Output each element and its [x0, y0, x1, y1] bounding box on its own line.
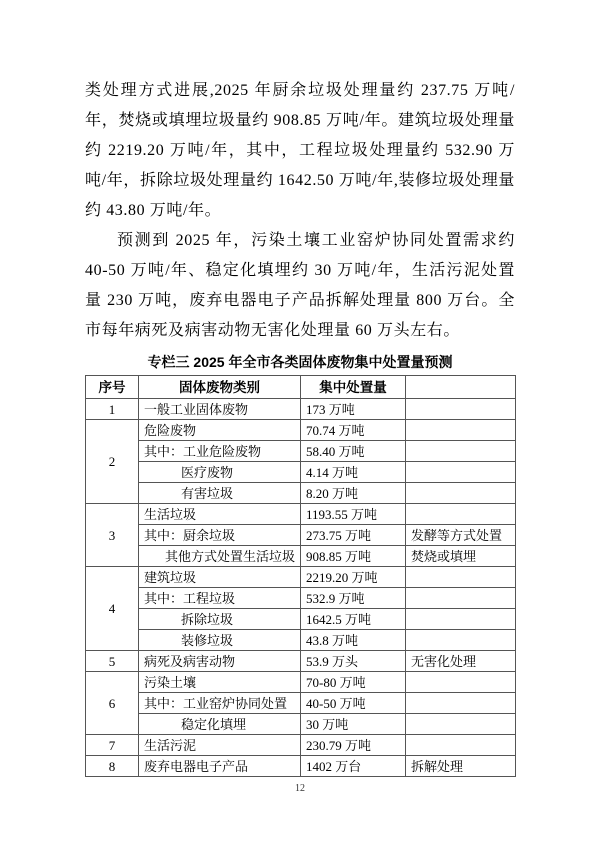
category-cell: 医疗废物: [139, 462, 301, 483]
amount-cell: 173 万吨: [301, 399, 406, 420]
table-row: [86, 567, 516, 588]
table-row: [86, 735, 516, 756]
disposal-forecast-table: [85, 375, 516, 777]
table-row: [86, 651, 516, 672]
category-cell: 污染土壤: [139, 672, 301, 693]
serial-cell: 1: [86, 399, 139, 420]
table-row: [86, 609, 516, 630]
body-paragraph-2: 预测到 2025 年，污染土壤工业窑炉协同处置需求约 40-50 万吨/年、稳定化填埋约 30 万吨/年，生活污泥处置量 230 万吨，废弃电器电子产品拆解处理量 800 万台。全市每年病死及病害动物无害化处理量 60 万头左右。: [85, 232, 515, 339]
serial-cell: 3: [86, 504, 139, 567]
category-cell: 生活污泥: [139, 735, 301, 756]
category-cell: 其他方式处置生活垃圾: [139, 546, 301, 567]
category-cell: 生活垃圾: [139, 504, 301, 525]
category-cell: 其中：工业危险废物: [139, 441, 301, 462]
category-cell: 危险废物: [139, 420, 301, 441]
note-cell: [406, 420, 516, 441]
table-row: [86, 399, 516, 420]
category-cell: 有害垃圾: [139, 483, 301, 504]
category-cell: 病死及病害动物: [139, 651, 301, 672]
table-row: [86, 714, 516, 735]
category-cell: 装修垃圾: [139, 630, 301, 651]
amount-cell: 30 万吨: [301, 714, 406, 735]
note-cell: [406, 735, 516, 756]
note-cell: [406, 399, 516, 420]
table-row: [86, 441, 516, 462]
page-content: [85, 76, 515, 777]
table-row: [86, 756, 516, 777]
note-cell: [406, 630, 516, 651]
category-cell: 一般工业固体废物: [139, 399, 301, 420]
amount-cell: 70.74 万吨: [301, 420, 406, 441]
table-row: [86, 546, 516, 567]
table-row: [86, 630, 516, 651]
amount-cell: 53.9 万头: [301, 651, 406, 672]
header-amount: 集中处置量: [301, 376, 406, 399]
header-serial: 序号: [86, 376, 139, 399]
amount-cell: 8.20 万吨: [301, 483, 406, 504]
amount-cell: 908.85 万吨: [301, 546, 406, 567]
note-cell: [406, 672, 516, 693]
category-cell: 废弃电器电子产品: [139, 756, 301, 777]
amount-cell: 70-80 万吨: [301, 672, 406, 693]
note-cell: [406, 693, 516, 714]
amount-cell: 273.75 万吨: [301, 525, 406, 546]
table-row: [86, 504, 516, 525]
table-row: [86, 462, 516, 483]
category-cell: 拆除垃圾: [139, 609, 301, 630]
table-body: [86, 399, 516, 777]
category-cell: 稳定化填埋: [139, 714, 301, 735]
note-cell: 拆解处理: [406, 756, 516, 777]
note-cell: [406, 504, 516, 525]
amount-cell: 230.79 万吨: [301, 735, 406, 756]
amount-cell: 1642.5 万吨: [301, 609, 406, 630]
note-cell: [406, 567, 516, 588]
table-row: [86, 693, 516, 714]
serial-cell: 5: [86, 651, 139, 672]
page-number: 12: [295, 783, 305, 794]
amount-cell: 532.9 万吨: [301, 588, 406, 609]
note-cell: 发酵等方式处置: [406, 525, 516, 546]
table-row: [86, 525, 516, 546]
note-cell: [406, 588, 516, 609]
note-cell: [406, 441, 516, 462]
serial-cell: 6: [86, 672, 139, 735]
note-cell: [406, 609, 516, 630]
amount-cell: 40-50 万吨: [301, 693, 406, 714]
body-paragraph-1: 类处理方式进展,2025 年厨余垃圾处理量约 237.75 万吨/年，焚烧或填埋垃圾量约 908.85 万吨/年。建筑垃圾处理量约 2219.20 万吨/年，其中，工程垃圾处理量约 532.90 万吨/年，拆除垃圾处理量约 1642.50 万吨/年,装修垃圾处理量约 43.80 万吨/年。: [85, 82, 515, 219]
note-cell: 无害化处理: [406, 651, 516, 672]
category-cell: 建筑垃圾: [139, 567, 301, 588]
amount-cell: 1402 万台: [301, 756, 406, 777]
note-cell: 焚烧或填埋: [406, 546, 516, 567]
header-category: 固体废物类别: [139, 376, 301, 399]
category-cell: 其中：厨余垃圾: [139, 525, 301, 546]
amount-cell: 4.14 万吨: [301, 462, 406, 483]
category-cell: 其中：工程垃圾: [139, 588, 301, 609]
table-title: 专栏三 2025 年全市各类固体废物集中处置量预测: [147, 354, 453, 370]
table-row: [86, 420, 516, 441]
serial-cell: 8: [86, 756, 139, 777]
note-cell: [406, 714, 516, 735]
table-row: [86, 588, 516, 609]
amount-cell: 1193.55 万吨: [301, 504, 406, 525]
header-note: [406, 376, 516, 399]
serial-cell: 2: [86, 420, 139, 504]
serial-cell: 7: [86, 735, 139, 756]
serial-cell: 4: [86, 567, 139, 651]
note-cell: [406, 462, 516, 483]
table-header-row: [86, 376, 516, 399]
table-row: [86, 483, 516, 504]
amount-cell: 58.40 万吨: [301, 441, 406, 462]
category-cell: 其中：工业窑炉协同处置: [139, 693, 301, 714]
table-row: [86, 672, 516, 693]
note-cell: [406, 483, 516, 504]
amount-cell: 43.8 万吨: [301, 630, 406, 651]
amount-cell: 2219.20 万吨: [301, 567, 406, 588]
